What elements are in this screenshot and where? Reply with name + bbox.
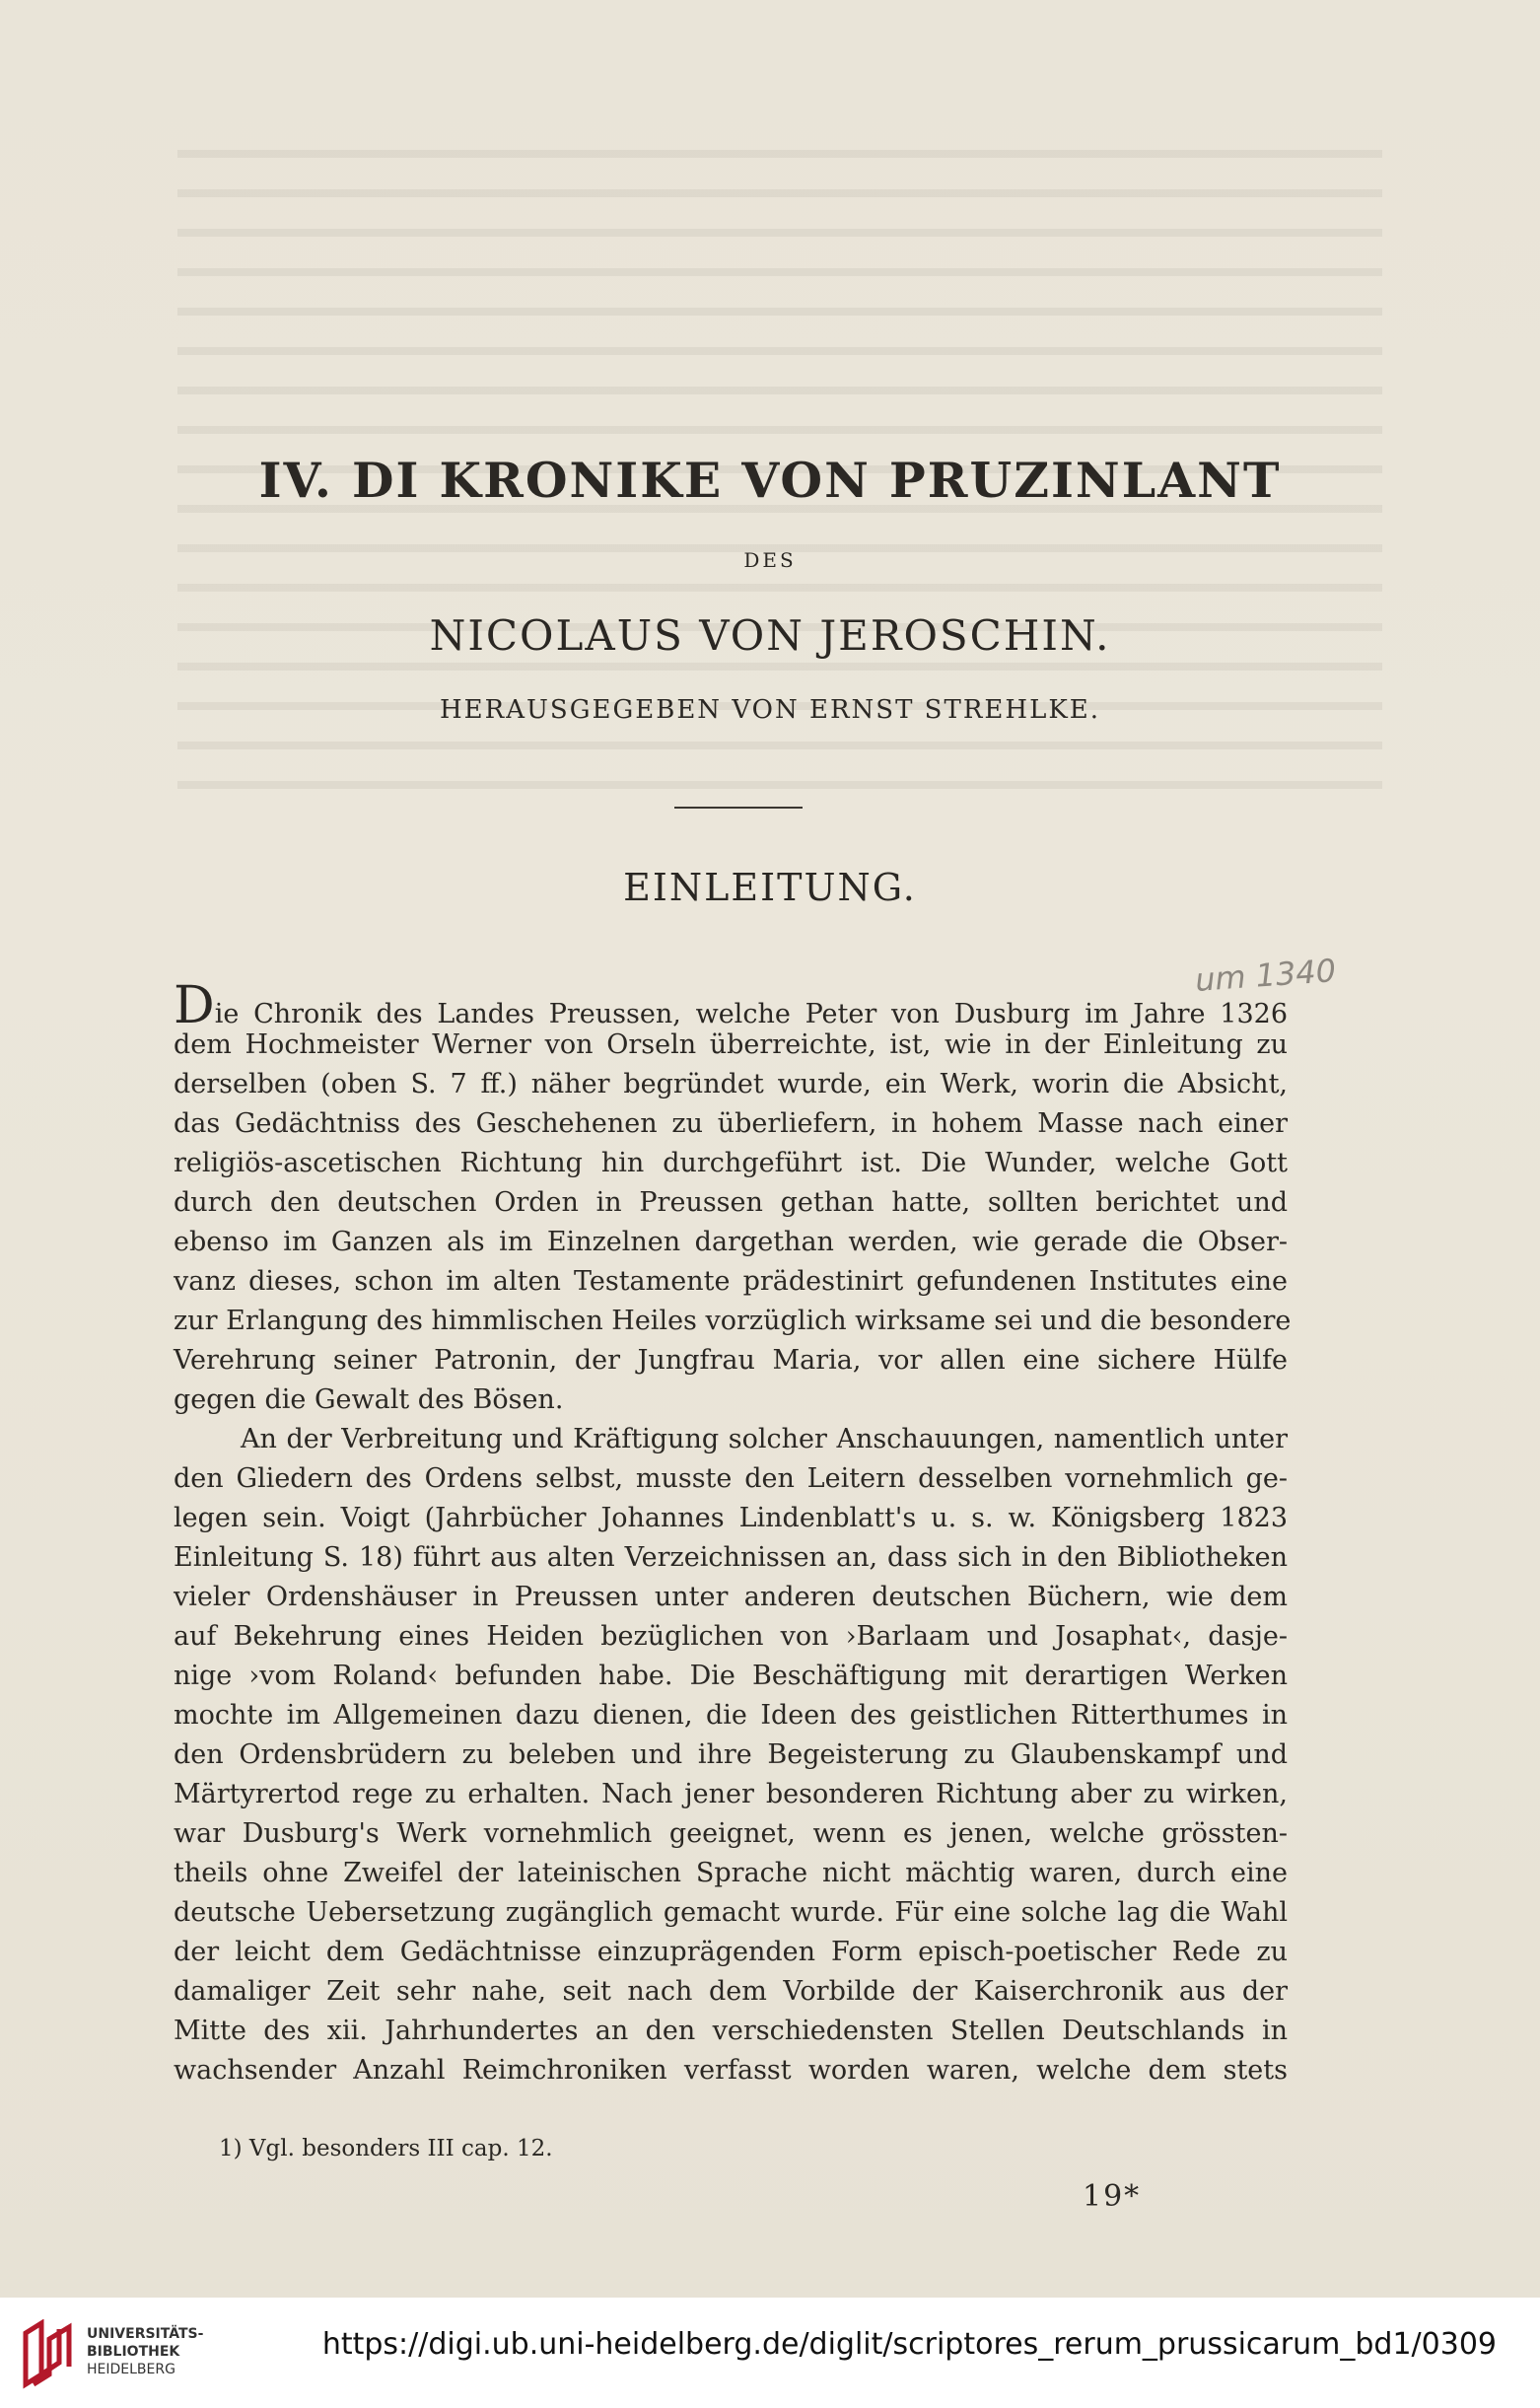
text-line: Einleitung S. 18) führt aus alten Verzeichnissen an, dass sich in den Bibliotheken [174, 1542, 1288, 1573]
section-heading: EINLEITUNG. [623, 866, 917, 909]
editor-line: HERAUSGEGEBEN VON ERNST STREHLKE. [439, 695, 1101, 725]
des-label: DES [743, 548, 797, 572]
text-line: Märtyrertod rege zu erhalten. Nach jener besonderen Richtung aber zu wirken, [174, 1779, 1288, 1809]
text-line: ebenso im Ganzen als im Einzelnen dargethan werden, wie gerade die Obser- [174, 1227, 1288, 1257]
text-line: zur Erlangung des himmlischen Heiles vorzüglich wirksame sei und die besondere [174, 1306, 1292, 1336]
page-number: 19* [1083, 2179, 1142, 2214]
library-logo-icon[interactable] [20, 2319, 77, 2390]
text-line: nige ›vom Roland‹ befunden habe. Die Beschäftigung mit derartigen Werken [174, 1661, 1288, 1691]
library-name-line1: UNIVERSITÄTS- [87, 2326, 204, 2342]
body-text [174, 976, 1292, 2090]
handwritten-margin-note: um 1340 [1193, 952, 1338, 999]
text-line: Die Chronik des Landes Preussen, welche Peter von Dusburg im Jahre 1326 [174, 976, 1288, 1035]
text-line: vieler Ordenshäuser in Preussen unter anderen deutschen Büchern, wie dem [174, 1582, 1288, 1612]
text-line: legen sein. Voigt (Jahrbücher Johannes Lindenblatt's u. s. w. Königsberg 1823 [174, 1503, 1288, 1533]
author-name: NICOLAUS VON JEROSCHIN. [429, 611, 1111, 660]
text-line: Verehrung seiner Patronin, der Jungfrau Maria, vor allen eine sichere Hülfe [174, 1345, 1288, 1376]
text-line: deutsche Uebersetzung zugänglich gemacht wurde. Für eine solche lag die Wahl [174, 1897, 1288, 1928]
permalink-url[interactable]: https://digi.ub.uni-heidelberg.de/diglit/scriptores_rerum_prussicarum_bd1/0309 [321, 2327, 1497, 2362]
library-name-line3: HEIDELBERG [87, 2362, 175, 2377]
text-line: vanz dieses, schon im alten Testamente prädestinirt gefundenen Institutes eine [174, 1266, 1288, 1297]
text-line: derselben (oben S. 7 ff.) näher begründet wurde, ein Werk, worin die Absicht, [174, 1069, 1288, 1099]
text-line: war Dusburg's Werk vornehmlich geeignet, wenn es jenen, welche grössten- [174, 1818, 1288, 1849]
text-line: An der Verbreitung und Kräftigung solcher Anschauungen, namentlich unter [241, 1424, 1288, 1454]
text-line: den Ordensbrüdern zu beleben und ihre Begeisterung zu Glaubenskampf und [174, 1739, 1288, 1770]
paragraph-2 [174, 1420, 1288, 2090]
library-name-line2: BIBLIOTHEK [87, 2344, 180, 2360]
text-line: dem Hochmeister Werner von Orseln überreichte, ist, wie in der Einleitung zu [174, 1029, 1288, 1060]
library-name[interactable] [87, 2325, 203, 2378]
title-divider [674, 807, 803, 809]
drop-cap: D [174, 976, 215, 1035]
text-line: durch den deutschen Orden in Preussen gethan hatte, sollten berichtet und [174, 1187, 1288, 1218]
text-line: mochte im Allgemeinen dazu dienen, die Ideen des geistlichen Ritterthumes in [174, 1700, 1288, 1731]
text-line: theils ohne Zweifel der lateinischen Sprache nicht mächtig waren, durch eine [174, 1858, 1288, 1888]
text-line: das Gedächtniss des Geschehenen zu überliefern, in hohem Masse nach einer [174, 1108, 1288, 1139]
text-line: gegen die Gewalt des Bösen. [174, 1384, 564, 1415]
text-line: den Gliedern des Ordens selbst, musste den Leitern desselben vornehmlich ge- [174, 1463, 1288, 1494]
footer-bar [0, 2298, 1540, 2408]
chapter-title: IV. DI KRONIKE VON PRUZINLANT [258, 452, 1282, 509]
text-line: religiös-ascetischen Richtung hin durchgeführt ist. Die Wunder, welche Gott [174, 1148, 1288, 1178]
paragraph-1 [174, 976, 1292, 1420]
footnote: 1) Vgl. besonders III cap. 12. [219, 2136, 553, 2161]
text-line: damaliger Zeit sehr nahe, seit nach dem Vorbilde der Kaiserchronik aus der [174, 1976, 1288, 2007]
text-line: wachsender Anzahl Reimchroniken verfasst worden waren, welche dem stets [174, 2055, 1288, 2086]
text-line: Mitte des xii. Jahrhundertes an den verschiedensten Stellen Deutschlands in [174, 2016, 1288, 2046]
text-line: auf Bekehrung eines Heiden bezüglichen von ›Barlaam und Josaphat‹, dasje- [174, 1621, 1288, 1652]
text-line: der leicht dem Gedächtnisse einzuprägenden Form episch-poetischer Rede zu [174, 1937, 1288, 1967]
